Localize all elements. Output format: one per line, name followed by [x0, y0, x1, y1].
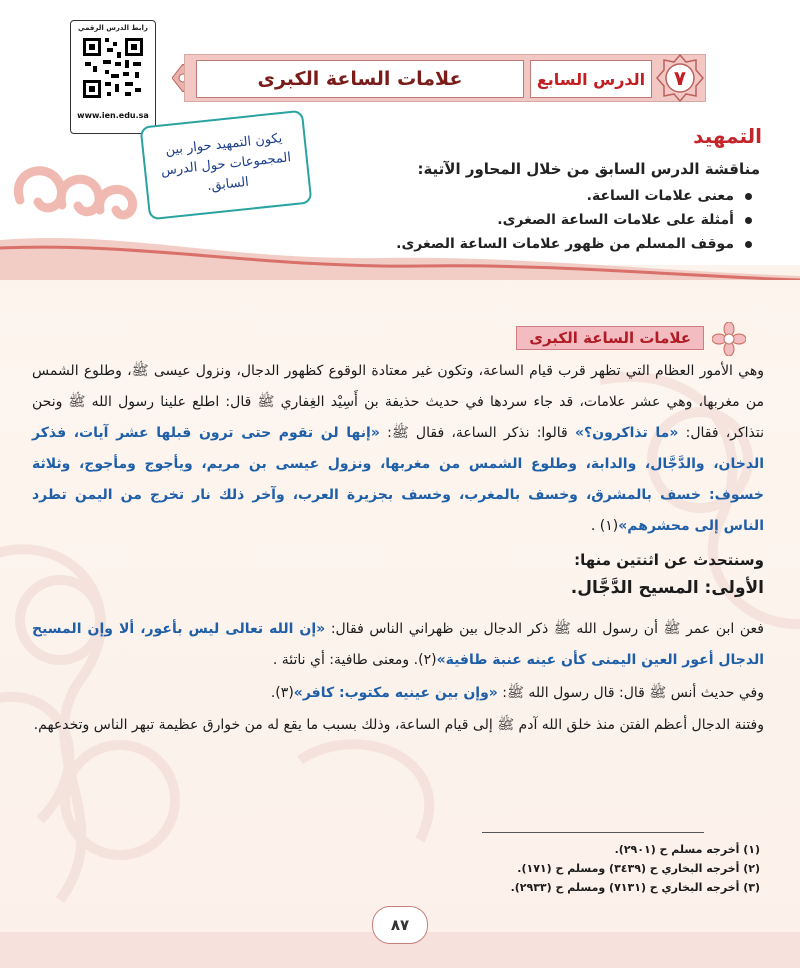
- hadith-quote: «ما تذاكرون؟»: [574, 425, 679, 441]
- paragraph-text: قالوا: نذكر الساعة، فقال ﷺ:: [379, 425, 575, 441]
- intro-lead: مناقشة الدرس السابق من خلال المحاور الآتية:: [417, 160, 760, 178]
- paragraph-anas-hadith: [32, 678, 764, 709]
- lesson-title: علامات الساعة الكبرى: [196, 60, 524, 98]
- paragraph-text: (٢). ومعنى طافية: أي ناتئة .: [272, 652, 437, 668]
- list-item: موقف المسلم من ظهور علامات الساعة الصغرى.: [396, 232, 752, 256]
- hadith-quote: «إنها لن تقوم حتى ترون قبلها عشر آيات، فذكر الدخان، والدَّجَّال، والدابة، وطلوع الشمس من مغربها، ونزول عيسى بن مريم، ويأجوج ومأجوج، وثلاثة خسوف: خسف بالمشرق، وخسف بالمغرب، وخسف بجزيرة العرب، وآخر ذلك نار تخرج من اليمن تطرد الناس إلى محشرهم»: [32, 425, 764, 534]
- lesson-label: الدرس السابع: [530, 60, 652, 98]
- hadith-quote: «وإن بين عينيه مكتوب: كافر»: [293, 685, 498, 701]
- paragraph-definition: [32, 356, 764, 542]
- page-number: ٨٧: [372, 906, 428, 944]
- qr-url[interactable]: www.ien.edu.sa: [77, 111, 149, 120]
- footnote: (٢) أخرجه البخاري ح (٣٤٣٩) ومسلم ح (١٧١).: [517, 862, 760, 875]
- list-item: أمثلة على علامات الساعة الصغرى.: [396, 208, 752, 232]
- teacher-note: [140, 110, 313, 221]
- lesson-number: ٧: [673, 66, 687, 90]
- paragraph-text: فعن ابن عمر ﷺ أن رسول الله ﷺ ذكر الدجال بين ظهراني الناس فقال:: [325, 621, 764, 637]
- lesson-header: [172, 50, 718, 106]
- paragraph-text: وفي حديث أنس ﷺ قال: قال رسول الله ﷺ:: [497, 685, 764, 701]
- paragraph-dajjal-hadith: [32, 614, 764, 676]
- hadith-quote: «إن الله تعالى ليس بأعور، ألا وإن المسيح الدجال أعور العين اليمنى كأن عينه عنبة طافية»: [32, 621, 764, 668]
- teacher-note-text: يكون التمهيد حوار بين المجموعات حول الدرس السابق.: [160, 131, 292, 195]
- paragraph-text: وهي الأمور العظام التي تظهر قرب قيام الساعة، وتكون غير معتادة الوقوع كظهور الدجال، ونزول عيسى ﷺ، وطلوع الشمس من مغربها، وهي عشر علامات، قد جاء سردها في حديث حذيفة بن أَسِيْد الغِفاري ﷺ قال: اطلع علينا رسول الله ﷺ ونحن نتذاكر، فقال:: [32, 363, 765, 441]
- footnote-ref: (٣).: [270, 685, 294, 701]
- intro-list: [396, 184, 752, 256]
- footnote-ref: (١) .: [590, 518, 619, 534]
- flower-ornament-icon: [712, 322, 746, 356]
- qr-code-card[interactable]: [70, 20, 156, 134]
- lesson-number-badge: [656, 54, 704, 102]
- paragraph-fitna: وفتنة الدجال أعظم الفتن منذ خلق الله آدم ﷺ إلى قيام الساعة، وذلك بسبب ما يقع له من خوارق عظيمة تبهر الناس وتخدعهم.: [33, 717, 764, 733]
- qr-caption: رابط الدرس الرقمي: [78, 24, 148, 32]
- section-heading-block: [508, 322, 750, 356]
- footnote: (١) أخرجه مسلم ح (٢٩٠١).: [614, 843, 760, 856]
- intro-heading: التمهيد: [693, 124, 762, 148]
- section-heading: علامات الساعة الكبرى: [516, 326, 704, 350]
- footnote-divider: [482, 832, 704, 833]
- footnotes: [511, 840, 760, 897]
- footnote: (٣) أخرجه البخاري ح (٧١٣١) ومسلم ح (٢٩٣٣).: [510, 881, 760, 894]
- subsection-heading: الأولى: المسيح الدَّجَّال.: [570, 578, 764, 598]
- qr-code-icon: [81, 36, 145, 100]
- list-item: معنى علامات الساعة.: [396, 184, 752, 208]
- subsection-lead: وسنتحدث عن اثنتين منها:: [574, 551, 764, 569]
